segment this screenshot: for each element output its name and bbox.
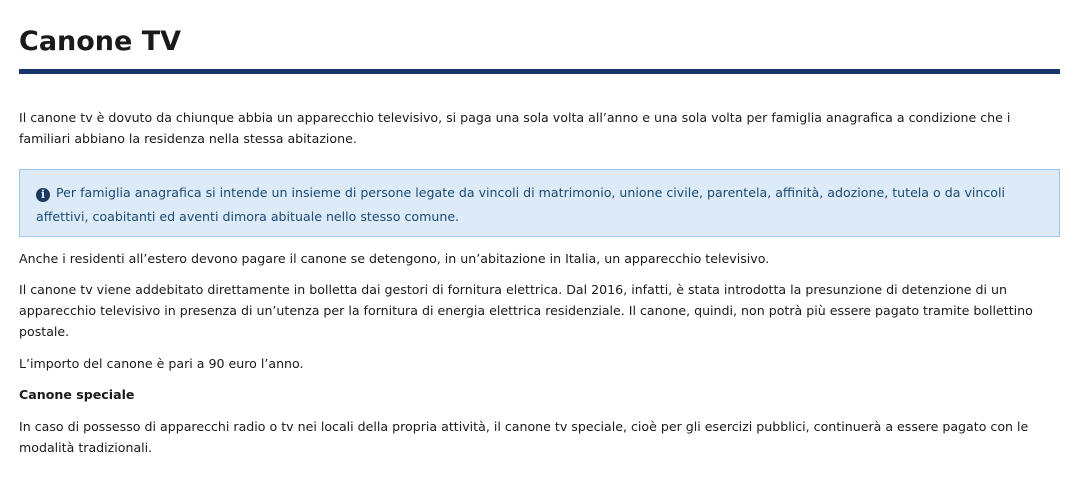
paragraph-canone-speciale: In caso di possesso di apparecchi radio o tv nei locali della propria attività, il canone tv speciale, cioè per gli esercizi pubblici, continuerà a essere pagato con le modalità tradizionali. [19,419,1029,455]
info-callout-text: Per famiglia anagrafica si intende un insieme di persone legate da vincoli di matrimonio, unione civile, parentela, affinità, adozione, tutela o da vincoli affettivi, coabitanti ed aventi dimora abituale nello stesso comune. [36,185,1006,224]
paragraph-residents-abroad: Anche i residenti all’estero devono pagare il canone se detengono, in un’abitazione in Italia, un apparecchio televisivo. [19,251,770,266]
info-callout [19,169,1060,237]
page-title: Canone TV [19,26,182,57]
title-divider [19,69,1060,74]
paragraph-amount: L’importo del canone è pari a 90 euro l’anno. [19,356,304,371]
section-heading-canone-speciale: Canone speciale [19,387,135,402]
intro-paragraph: Il canone tv è dovuto da chiunque abbia un apparecchio televisivo, si paga una sola volta all’anno e una sola volta per famiglia anagrafica a condizione che i familiari abbiano la residenza nella stessa abitazione. [19,110,1011,146]
info-circle-icon: i [36,188,50,202]
paragraph-billing: Il canone tv viene addebitato direttamente in bolletta dai gestori di fornitura elettrica. Dal 2016, infatti, è stata introdotta la presunzione di detenzione di un apparecchio televisivo in presenza di un’utenza per la fornitura di energia elettrica residenziale. Il canone, quindi, non potrà più essere pagato tramite bollettino postale. [19,282,1033,339]
